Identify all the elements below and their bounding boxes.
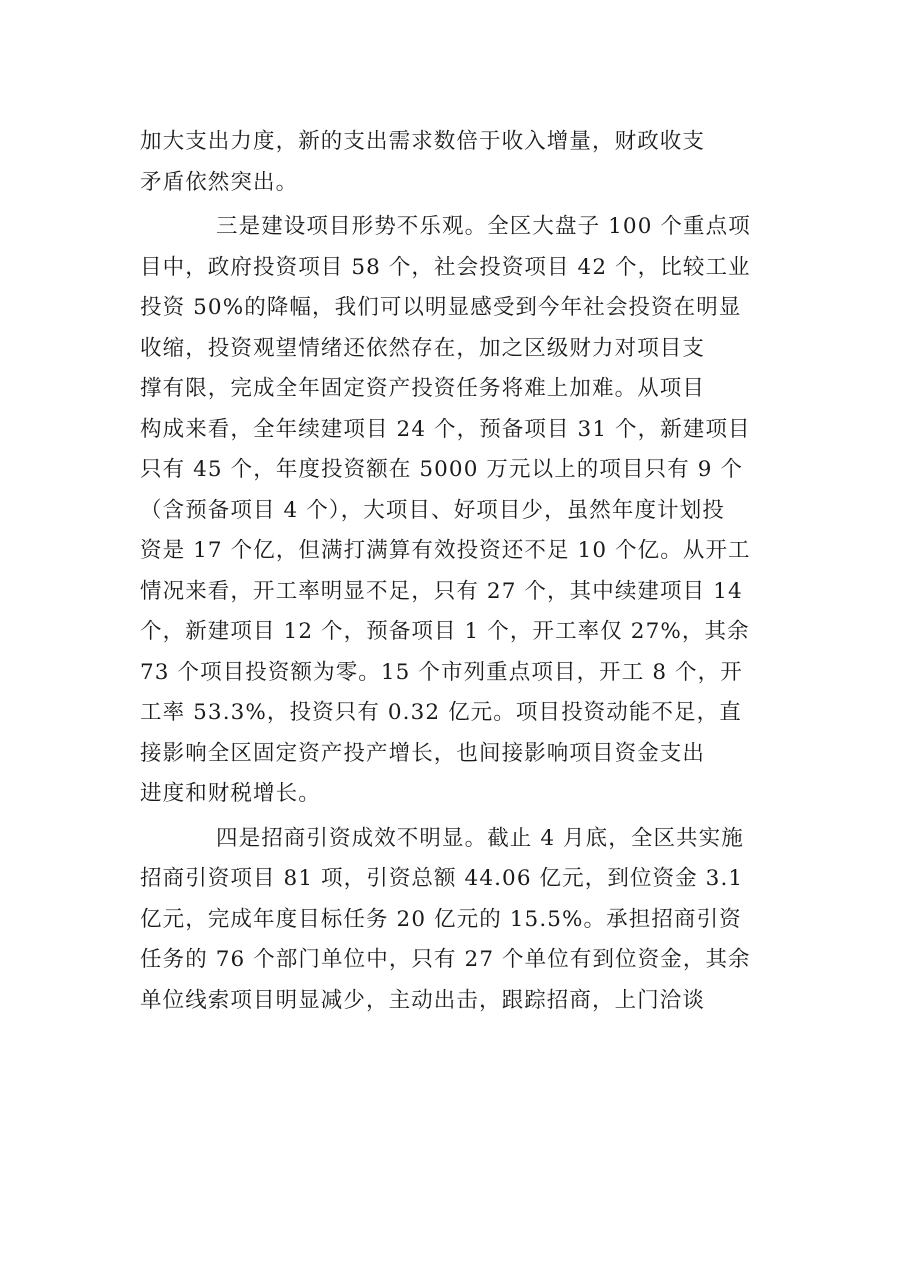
text-line: 资是 17 个亿，但满打满算有效投资还不足 10 个亿。从开工 bbox=[140, 538, 751, 563]
text-line: 工率 53.3%，投资只有 0.32 亿元。项目投资动能不足，直 bbox=[140, 700, 742, 725]
text-line: 73 个项目投资额为零。15 个市列重点项目，开工 8 个，开 bbox=[140, 659, 743, 685]
text-line: 投资 50%的降幅，我们可以明显感受到今年社会投资在明显 bbox=[140, 295, 742, 320]
paragraph-construction-projects bbox=[140, 207, 780, 815]
text-line: 任务的 76 个部门单位中，只有 27 个单位有到位资金，其余 bbox=[140, 947, 751, 972]
text-line: 进度和财税增长。 bbox=[140, 781, 321, 806]
text-line-first: 三是建设项目形势不乐观。全区大盘子 100 个重点项 bbox=[216, 214, 751, 239]
paragraph-investment-attraction bbox=[140, 819, 780, 1022]
text-line: 情况来看，开工率明显不足，只有 27 个，其中续建项目 14 bbox=[140, 578, 743, 604]
text-line: 亿元，完成年度目标任务 20 亿元的 15.5%。承担招商引资 bbox=[140, 906, 742, 932]
text-line: 撑有限，完成全年固定资产投资任务将难上加难。从项目 bbox=[140, 376, 706, 401]
text-line: 矛盾依然突出。 bbox=[140, 169, 299, 195]
text-line: 招商引资项目 81 项，引资总额 44.06 亿元，到位资金 3.1 bbox=[140, 866, 744, 891]
paragraph-fiscal-conflict bbox=[140, 122, 780, 203]
text-line: 单位线索项目明显减少，主动出击，跟踪招商，上门洽谈 bbox=[140, 987, 706, 1013]
text-line: 构成来看，全年续建项目 24 个，预备项目 31 个，新建项目 bbox=[140, 416, 751, 442]
text-line: 加大支出力度，新的支出需求数倍于收入增量，财政收支 bbox=[140, 129, 706, 154]
text-line: 只有 45 个，年度投资额在 5000 万元以上的项目只有 9 个 bbox=[140, 457, 744, 482]
text-line: （含预备项目 4 个），大项目、好项目少，虽然年度计划投 bbox=[140, 497, 725, 523]
text-line: 收缩，投资观望情绪还依然存在，加之区级财力对项目支 bbox=[140, 335, 706, 361]
text-line: 个，新建项目 12 个，预备项目 1 个，开工率仅 27%，其余 bbox=[140, 619, 750, 644]
document-body bbox=[140, 122, 780, 1021]
text-line: 目中，政府投资项目 58 个，社会投资项目 42 个，比较工业 bbox=[140, 254, 751, 280]
text-line: 接影响全区固定资产投产增长，也间接影响项目资金支出 bbox=[140, 740, 706, 766]
text-line-first: 四是招商引资成效不明显。截止 4 月底，全区共实施 bbox=[216, 825, 744, 851]
